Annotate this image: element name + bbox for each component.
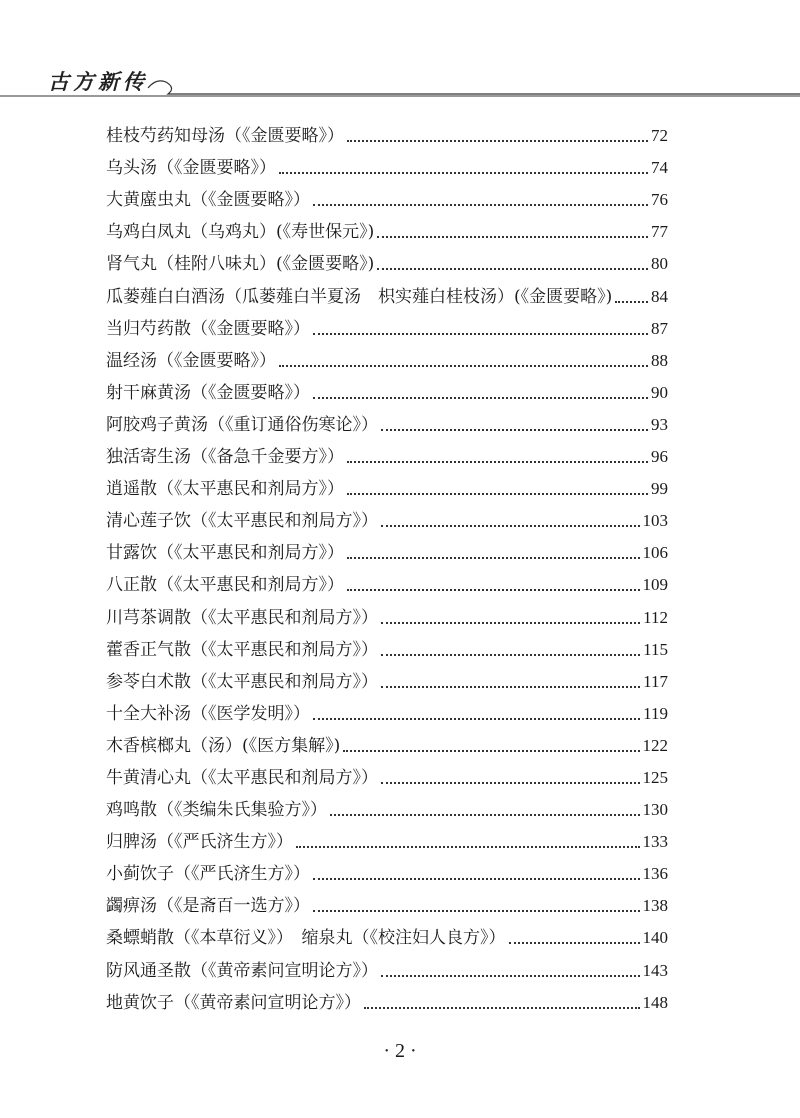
toc-entry-page: 99 [651, 479, 668, 499]
table-of-contents [106, 120, 668, 1019]
toc-entry[interactable] [106, 762, 668, 794]
toc-entry[interactable] [106, 377, 668, 409]
toc-entry[interactable] [106, 922, 668, 954]
toc-entry[interactable] [106, 280, 668, 312]
toc-entry-title: 清心莲子饮（《太平惠民和剂局方》） [106, 511, 378, 532]
toc-dot-leader [279, 365, 648, 367]
toc-dot-leader [347, 461, 648, 463]
toc-entry-page: 119 [643, 703, 668, 723]
toc-entry-title: 乌鸡白凤丸（乌鸡丸）(《寿世保元》) [106, 222, 375, 243]
toc-entry[interactable] [106, 409, 668, 441]
toc-entry-title: 防风通圣散（《黄帝素问宣明论方》） [106, 960, 378, 981]
toc-entry[interactable] [106, 537, 668, 569]
toc-entry-title: 十全大补汤（《医学发明》） [106, 703, 310, 724]
toc-dot-leader [381, 782, 640, 784]
toc-dot-leader [364, 1007, 640, 1009]
toc-entry-title: 八正散（《太平惠民和剂局方》） [106, 575, 344, 596]
toc-entry[interactable] [106, 858, 668, 890]
toc-entry[interactable] [106, 698, 668, 730]
toc-dot-leader [381, 654, 640, 656]
toc-entry-page: 138 [642, 896, 668, 916]
toc-entry[interactable] [106, 601, 668, 633]
toc-entry-page: 117 [643, 671, 668, 691]
toc-entry-title: 鸡鸣散（《类编朱氏集验方》） [106, 800, 327, 821]
toc-entry-page: 125 [642, 767, 668, 787]
toc-dot-leader [381, 622, 640, 624]
toc-entry[interactable] [106, 441, 668, 473]
toc-entry-page: 90 [651, 382, 668, 402]
toc-entry-page: 93 [651, 414, 668, 434]
toc-entry[interactable] [106, 826, 668, 858]
toc-entry[interactable] [106, 216, 668, 248]
toc-entry-title: 当归芍药散（《金匮要略》） [106, 318, 310, 339]
toc-entry[interactable] [106, 666, 668, 698]
toc-entry[interactable] [106, 794, 668, 826]
toc-entry-title: 阿胶鸡子黄汤（《重订通俗伤寒论》） [106, 414, 378, 435]
toc-entry-title: 参苓白术散（《太平惠民和剂局方》） [106, 671, 378, 692]
header-decorative-rule [0, 70, 800, 100]
toc-dot-leader [509, 942, 640, 944]
toc-entry-title: 逍遥散（《太平惠民和剂局方》） [106, 479, 344, 500]
toc-entry[interactable] [106, 505, 668, 537]
toc-dot-leader [381, 429, 648, 431]
toc-entry-page: 115 [643, 639, 668, 659]
toc-entry-title: 小蓟饮子（《严氏济生方》） [106, 864, 310, 885]
toc-dot-leader [347, 140, 648, 142]
toc-entry-title: 瓜蒌薤白白酒汤（瓜蒌薤白半夏汤 枳实薤白桂枝汤）(《金匮要略》) [106, 286, 613, 307]
toc-dot-leader [313, 878, 640, 880]
toc-entry-page: 84 [651, 286, 668, 306]
toc-entry-page: 74 [651, 158, 668, 178]
toc-entry-title: 独活寄生汤（《备急千金要方》） [106, 447, 344, 468]
toc-entry-page: 72 [651, 126, 668, 146]
page-number: · 2 · [383, 1040, 417, 1062]
toc-entry-title: 射干麻黄汤（《金匮要略》） [106, 382, 310, 403]
toc-entry-page: 87 [651, 318, 668, 338]
toc-entry-title: 川芎茶调散（《太平惠民和剂局方》） [106, 607, 378, 628]
toc-entry-title: 肾气丸（桂附八味丸）(《金匮要略》) [106, 254, 375, 275]
toc-entry[interactable] [106, 634, 668, 666]
toc-entry-page: 109 [642, 575, 668, 595]
toc-entry[interactable] [106, 987, 668, 1019]
toc-entry[interactable] [106, 120, 668, 152]
toc-entry-page: 76 [651, 190, 668, 210]
toc-entry[interactable] [106, 954, 668, 986]
toc-dot-leader [347, 493, 648, 495]
toc-entry-page: 80 [651, 254, 668, 274]
toc-dot-leader [381, 686, 640, 688]
toc-dot-leader [296, 846, 640, 848]
toc-entry[interactable] [106, 313, 668, 345]
toc-entry[interactable] [106, 345, 668, 377]
toc-dot-leader [347, 589, 640, 591]
toc-dot-leader [313, 718, 640, 720]
toc-entry-title: 归脾汤（《严氏济生方》） [106, 832, 293, 853]
toc-entry-title: 桑螵蛸散（《本草衍义》） 缩泉丸（《校注妇人良方》） [106, 928, 506, 949]
toc-entry[interactable] [106, 152, 668, 184]
toc-entry-title: 乌头汤（《金匮要略》） [106, 158, 276, 179]
toc-dot-leader [313, 397, 648, 399]
toc-entry-page: 103 [642, 511, 668, 531]
toc-entry-page: 112 [643, 607, 668, 627]
toc-entry-title: 木香槟榔丸（汤）(《医方集解》) [106, 735, 341, 756]
toc-entry-title: 桂枝芍药知母汤（《金匮要略》） [106, 126, 344, 147]
toc-dot-leader [313, 333, 648, 335]
toc-entry-title: 蠲痹汤（《是斋百一选方》） [106, 896, 310, 917]
toc-dot-leader [347, 557, 640, 559]
toc-entry-page: 130 [642, 800, 668, 820]
toc-dot-leader [381, 975, 640, 977]
toc-dot-leader [381, 525, 640, 527]
toc-entry-page: 122 [642, 735, 668, 755]
toc-dot-leader [377, 236, 648, 238]
toc-entry-page: 96 [651, 447, 668, 467]
toc-entry-page: 148 [642, 992, 668, 1012]
toc-entry-page: 136 [642, 864, 668, 884]
toc-entry-page: 77 [651, 222, 668, 242]
toc-entry[interactable] [106, 248, 668, 280]
toc-dot-leader [615, 301, 648, 303]
toc-entry-page: 143 [642, 960, 668, 980]
toc-entry-title: 甘露饮（《太平惠民和剂局方》） [106, 543, 344, 564]
toc-entry[interactable] [106, 730, 668, 762]
toc-dot-leader [313, 204, 648, 206]
toc-entry-page: 88 [651, 350, 668, 370]
toc-dot-leader [343, 750, 639, 752]
toc-entry[interactable] [106, 473, 668, 505]
toc-dot-leader [313, 910, 640, 912]
toc-dot-leader [377, 268, 648, 270]
toc-dot-leader [279, 172, 648, 174]
toc-entry-title: 藿香正气散（《太平惠民和剂局方》） [106, 639, 378, 660]
toc-dot-leader [330, 814, 640, 816]
toc-entry[interactable] [106, 184, 668, 216]
toc-entry-page: 106 [642, 543, 668, 563]
toc-entry-title: 牛黄清心丸（《太平惠民和剂局方》） [106, 767, 378, 788]
toc-entry[interactable] [106, 569, 668, 601]
toc-entry-page: 133 [642, 832, 668, 852]
toc-entry-title: 地黄饮子（《黄帝素问宣明论方》） [106, 992, 361, 1013]
toc-entry-title: 大黄䗪虫丸（《金匮要略》） [106, 190, 310, 211]
toc-entry-page: 140 [642, 928, 668, 948]
book-title: 古方新传 [48, 69, 148, 94]
toc-entry-title: 温经汤（《金匮要略》） [106, 350, 276, 371]
toc-entry[interactable] [106, 890, 668, 922]
